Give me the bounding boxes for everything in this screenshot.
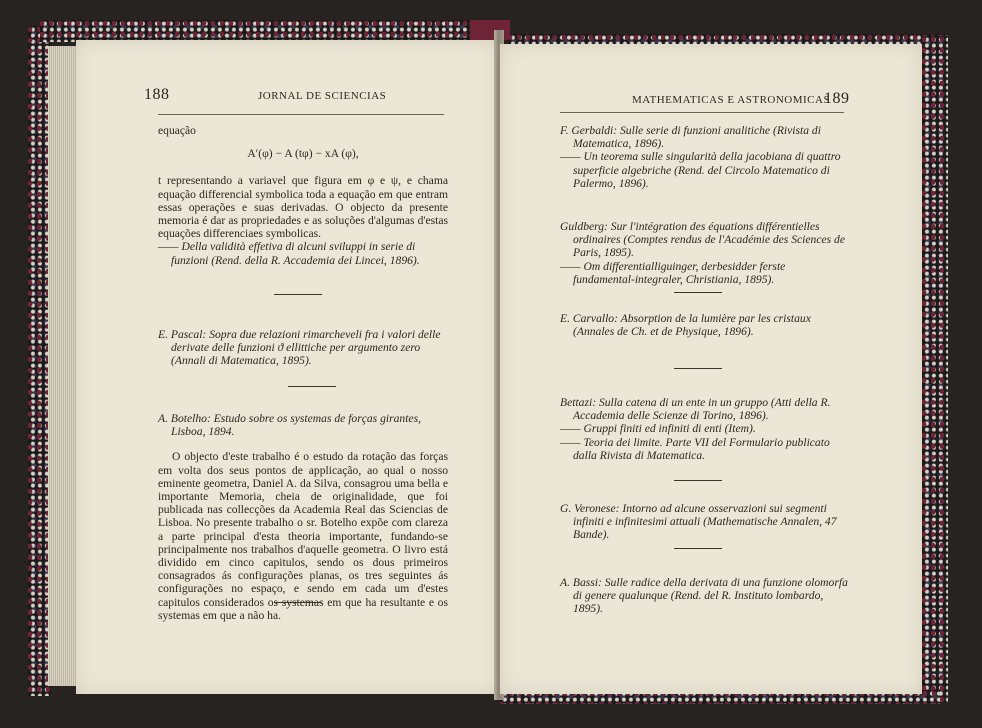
reference-carvallo bbox=[560, 312, 848, 338]
botelho-body: O objecto d'este trabalho é o estudo da rotação das forças em volta dos seus pontos de applicação, ao qual o nosso eminente geometra, Daniel A. da Silva, consagrou uma bella e importante Memoria, cheia de originalidade, que foi publicada nas collecções da Academia Real das Sciencias de Lisboa. No presente trabalho o sr. Botelho expõe com clareza a parte principal d'esta theoria importante, fundando-se principalmente nos trabalhos d'aquelle geometra. O livro está dividido em cinco capitulos, sendo os dous primeiros consagrados ás configurações planas, os tres seguintes ás configurações no espaço, e sendo em cada um d'estes capitulos considerados os systemas em que ha resultante e os systemas em que a não ha. bbox=[158, 450, 448, 622]
pascal-entry: E. Pascal: Sopra due relazioni rimarcheveli fra i valori delle derivate delle funzioni ϑ ellittiche per argumento zero (Annali di Matematica, 1895). bbox=[158, 328, 441, 368]
left-body bbox=[158, 124, 448, 267]
separator-rule bbox=[674, 368, 722, 369]
guldberg-entry-2: —— Om differentialliguinger, derbesidder ferste fundamental-integraler, Christiania, 1895). bbox=[560, 259, 786, 286]
book-cover-top-edge bbox=[40, 20, 500, 42]
reference-botelho bbox=[158, 412, 448, 622]
gerbaldi-entry-2: —— Un teorema sulle singularità della jacobiana di quattro superficie algebriche (Rend. del Circolo Matematico di Palermo, 1896). bbox=[560, 150, 841, 190]
veronese-entry: G. Veronese: Intorno ad alcune osservazioni sui segmenti infiniti e infinitesimi attuali (Mathematische Annalen, 47 Bande). bbox=[560, 502, 837, 542]
separator-rule bbox=[274, 602, 322, 603]
reference-validita: —— Della validità effetiva di alcuni sviluppi in serie di funzioni (Rend. della R. Accademia dei Lincei, 1896). bbox=[158, 240, 420, 267]
running-head: MATHEMATICAS E ASTRONOMICAS bbox=[632, 94, 831, 106]
reference-veronese bbox=[560, 502, 848, 542]
right-page bbox=[500, 44, 922, 694]
reference-bassi bbox=[560, 576, 848, 616]
botelho-title: A. Botelho: Estudo sobre os systemas de forças girantes, Lisboa, 1894. bbox=[158, 412, 421, 439]
separator-rule bbox=[674, 480, 722, 481]
header-rule bbox=[560, 112, 844, 113]
page-number: 188 bbox=[144, 86, 170, 103]
reference-pascal bbox=[158, 328, 448, 368]
left-page-header bbox=[76, 86, 498, 110]
bettazi-entry-2: —— Gruppi finiti ed infiniti di enti (Item). bbox=[560, 422, 756, 436]
bettazi-entry-1: Bettazi: Sulla catena di un ente in un gruppo (Atti della R. Accademia delle Scienze di Torino, 1896). bbox=[560, 396, 831, 423]
bassi-entry: A. Bassi: Sulle radice della derivata di una funzione olomorfa di genere qualunque (Rend. del R. Instituto lombardo, 1895). bbox=[560, 576, 848, 616]
separator-rule bbox=[288, 386, 336, 387]
running-head: JORNAL DE SCIENCIAS bbox=[258, 90, 387, 102]
gerbaldi-entry-1: F. Gerbaldi: Sulle serie di funzioni analitiche (Rivista di Matematica, 1896). bbox=[560, 124, 821, 151]
guldberg-entry-1: Guldberg: Sur l'intégration des équations différentielles ordinaires (Comptes rendus de l'Académie des Sciences de Paris, 1895). bbox=[560, 220, 845, 260]
page-number: 189 bbox=[824, 90, 850, 107]
header-rule bbox=[158, 114, 444, 115]
separator-rule bbox=[674, 292, 722, 293]
bettazi-entry-3: —— Teoria dei limite. Parte VII del Formulario publicato dalla Rivista di Matematica. bbox=[560, 435, 830, 462]
reference-bettazi bbox=[560, 396, 848, 462]
carvallo-entry: E. Carvallo: Absorption de la lumière par les cristaux (Annales de Ch. et de Physique, 1896). bbox=[560, 312, 811, 339]
book-cover-right-edge bbox=[922, 36, 948, 702]
reference-gerbaldi bbox=[560, 124, 848, 190]
reference-guldberg bbox=[560, 220, 848, 286]
binding-spine bbox=[470, 20, 510, 40]
right-page-header bbox=[500, 90, 922, 114]
separator-rule bbox=[274, 294, 322, 295]
formula: A′(φ) − A (tφ) − xA (φ), bbox=[247, 147, 359, 161]
left-page bbox=[76, 40, 498, 694]
paragraph-intro: equação bbox=[158, 124, 196, 137]
separator-rule bbox=[674, 548, 722, 549]
page-stack-edges bbox=[48, 46, 76, 686]
paragraph-definition: t representando a variavel que figura em φ e ψ, e chama equação differencial symbolica toda a equação em que entram essas operações e suas derivadas. O objecto da presente memoria é dar as propriedades e as soluções d'algumas d'estas equações differenciaes symbolicas. bbox=[158, 174, 448, 241]
